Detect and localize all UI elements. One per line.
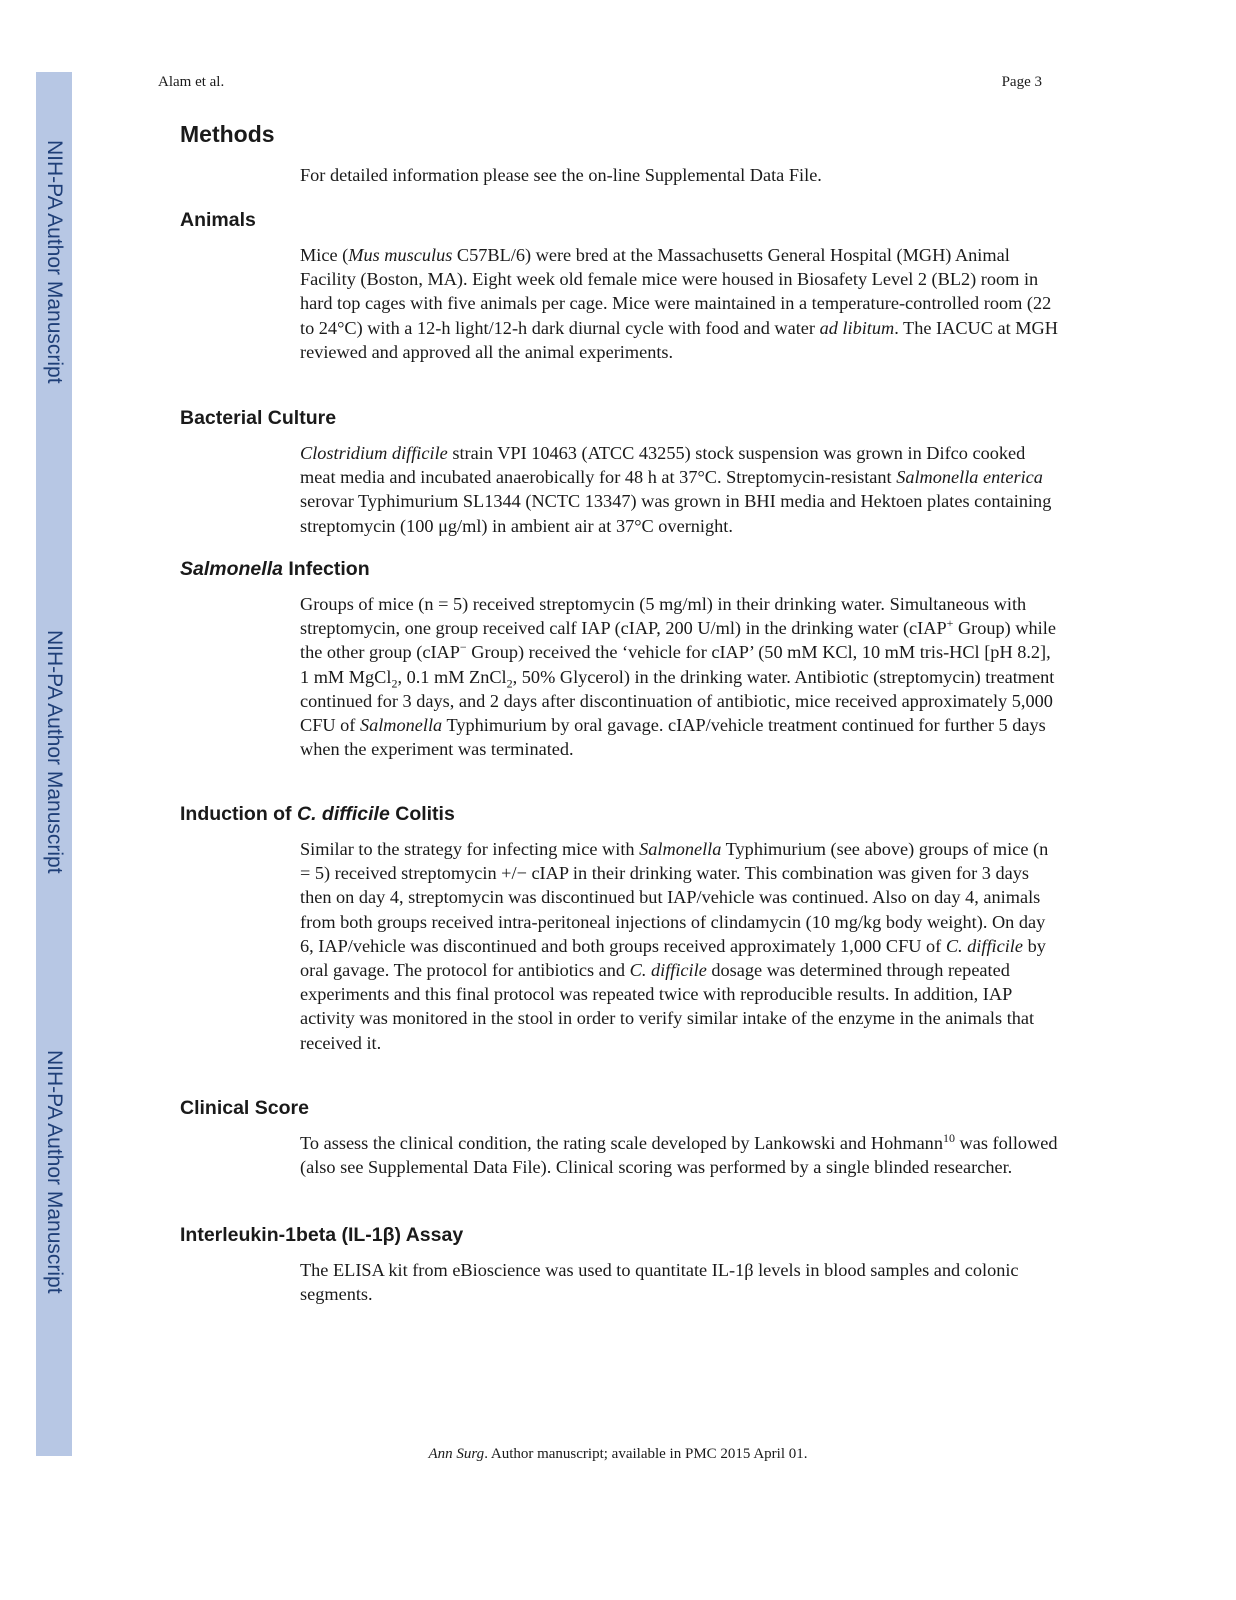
salmonella-infection-heading: Salmonella Infection (180, 558, 370, 580)
colitis-paragraph: Similar to the strategy for infecting mice with Salmonella Typhimurium (see above) groups of mice (n = 5) received streptomycin +/− cIAP in their drinking water. This combination was given for 3 days then on day 4, streptomycin was discontinued but IAP/vehicle was continued. Also on day 4, animals from both groups received intra-peritoneal injections of clindamycin (10 mg/kg body weight). On day 6, IAP/vehicle was discontinued and both groups received approximately 1,000 CFU of C. difficile by oral gavage. The protocol for antibiotics and C. difficile dosage was determined through repeated experiments and this final protocol was repeated twice with reproducible results. In addition, IAP activity was monitored in the stool in order to verify similar intake of the enzyme in the animals that received it. (300, 839, 1049, 1053)
page-number: Page 3 (1001, 74, 1042, 90)
salmonella-infection-paragraph: Groups of mice (n = 5) received streptomycin (5 mg/ml) in their drinking water. Simultaneous with streptomycin, one group received calf IAP (cIAP, 200 U/ml) in the drinking water (cIAP+ Group) while the other group (cIAP− Group) received the ‘vehicle for cIAP’ (50 mM KCl, 10 mM tris-HCl [pH 8.2], 1 mM MgCl$_2$, 0.1 mM ZnCl$_2$, 50% Glycerol) in the drinking water. Antibiotic (streptomycin) treatment continued for 3 days, and 2 days after discontinuation of antibiotic, mice received approximately 5,000 CFU of Salmonella Typhimurium by oral gavage. cIAP/vehicle treatment continued for further 5 days when the experiment was terminated. (300, 594, 1056, 760)
methods-heading: Methods (180, 121, 275, 147)
sidebar-label-3: NIH-PA Author Manuscript (43, 1050, 66, 1294)
clinical-score-heading: Clinical Score (180, 1097, 309, 1119)
colitis-heading: Induction of C. difficile Colitis (180, 803, 455, 825)
animals-paragraph: Mice (Mus musculus C57BL/6) were bred at the Massachusetts General Hospital (MGH) Animal Facility (Boston, MA). Eight week old female mice were housed in Biosafety Level 2 (BL2) room in hard top cages with five animals per cage. Mice were maintained in a temperature-controlled room (22 to 24°C) with a 12-h light/12-h dark diurnal cycle with food and water ad libitum. The IACUC at MGH reviewed and approved all the animal experiments. (300, 245, 1058, 362)
sidebar-label-1: NIH-PA Author Manuscript (43, 140, 66, 384)
animals-heading: Animals (180, 209, 256, 231)
clinical-score-paragraph: To assess the clinical condition, the rating scale developed by Lankowski and Hohmann$^{10}$ was followed (also see Supplemental Data File). Clinical scoring was performed by a single blinded researcher. (300, 1130, 1058, 1178)
citation-ref[interactable]: 10 (942, 1130, 955, 1145)
running-head-authors: Alam et al. (158, 74, 225, 90)
il1b-assay-paragraph: The ELISA kit from eBioscience was used to quantitate IL-1β levels in blood samples and colonic segments. (300, 1260, 1019, 1305)
bacterial-culture-paragraph: Clostridium difficile strain VPI 10463 (ATCC 43255) stock suspension was grown in Difco cooked meat media and incubated anaerobically for 48 h at 37°C. Streptomycin-resistant Salmonella enterica serovar Typhimurium SL1344 (NCTC 13347) was grown in BHI media and Hektoen plates containing streptomycin (100 μg/ml) in ambient air at 37°C overnight. (300, 443, 1052, 536)
il1b-assay-heading: Interleukin-1beta (IL-1β) Assay (180, 1224, 464, 1246)
author-manuscript-sidebar (36, 72, 72, 1456)
sidebar-label-2: NIH-PA Author Manuscript (43, 630, 66, 874)
footer-citation: Ann Surg. Author manuscript; available in PMC 2015 April 01. (428, 1446, 808, 1462)
methods-intro: For detailed information please see the on-line Supplemental Data File. (300, 165, 822, 185)
bacterial-culture-heading: Bacterial Culture (180, 407, 337, 429)
